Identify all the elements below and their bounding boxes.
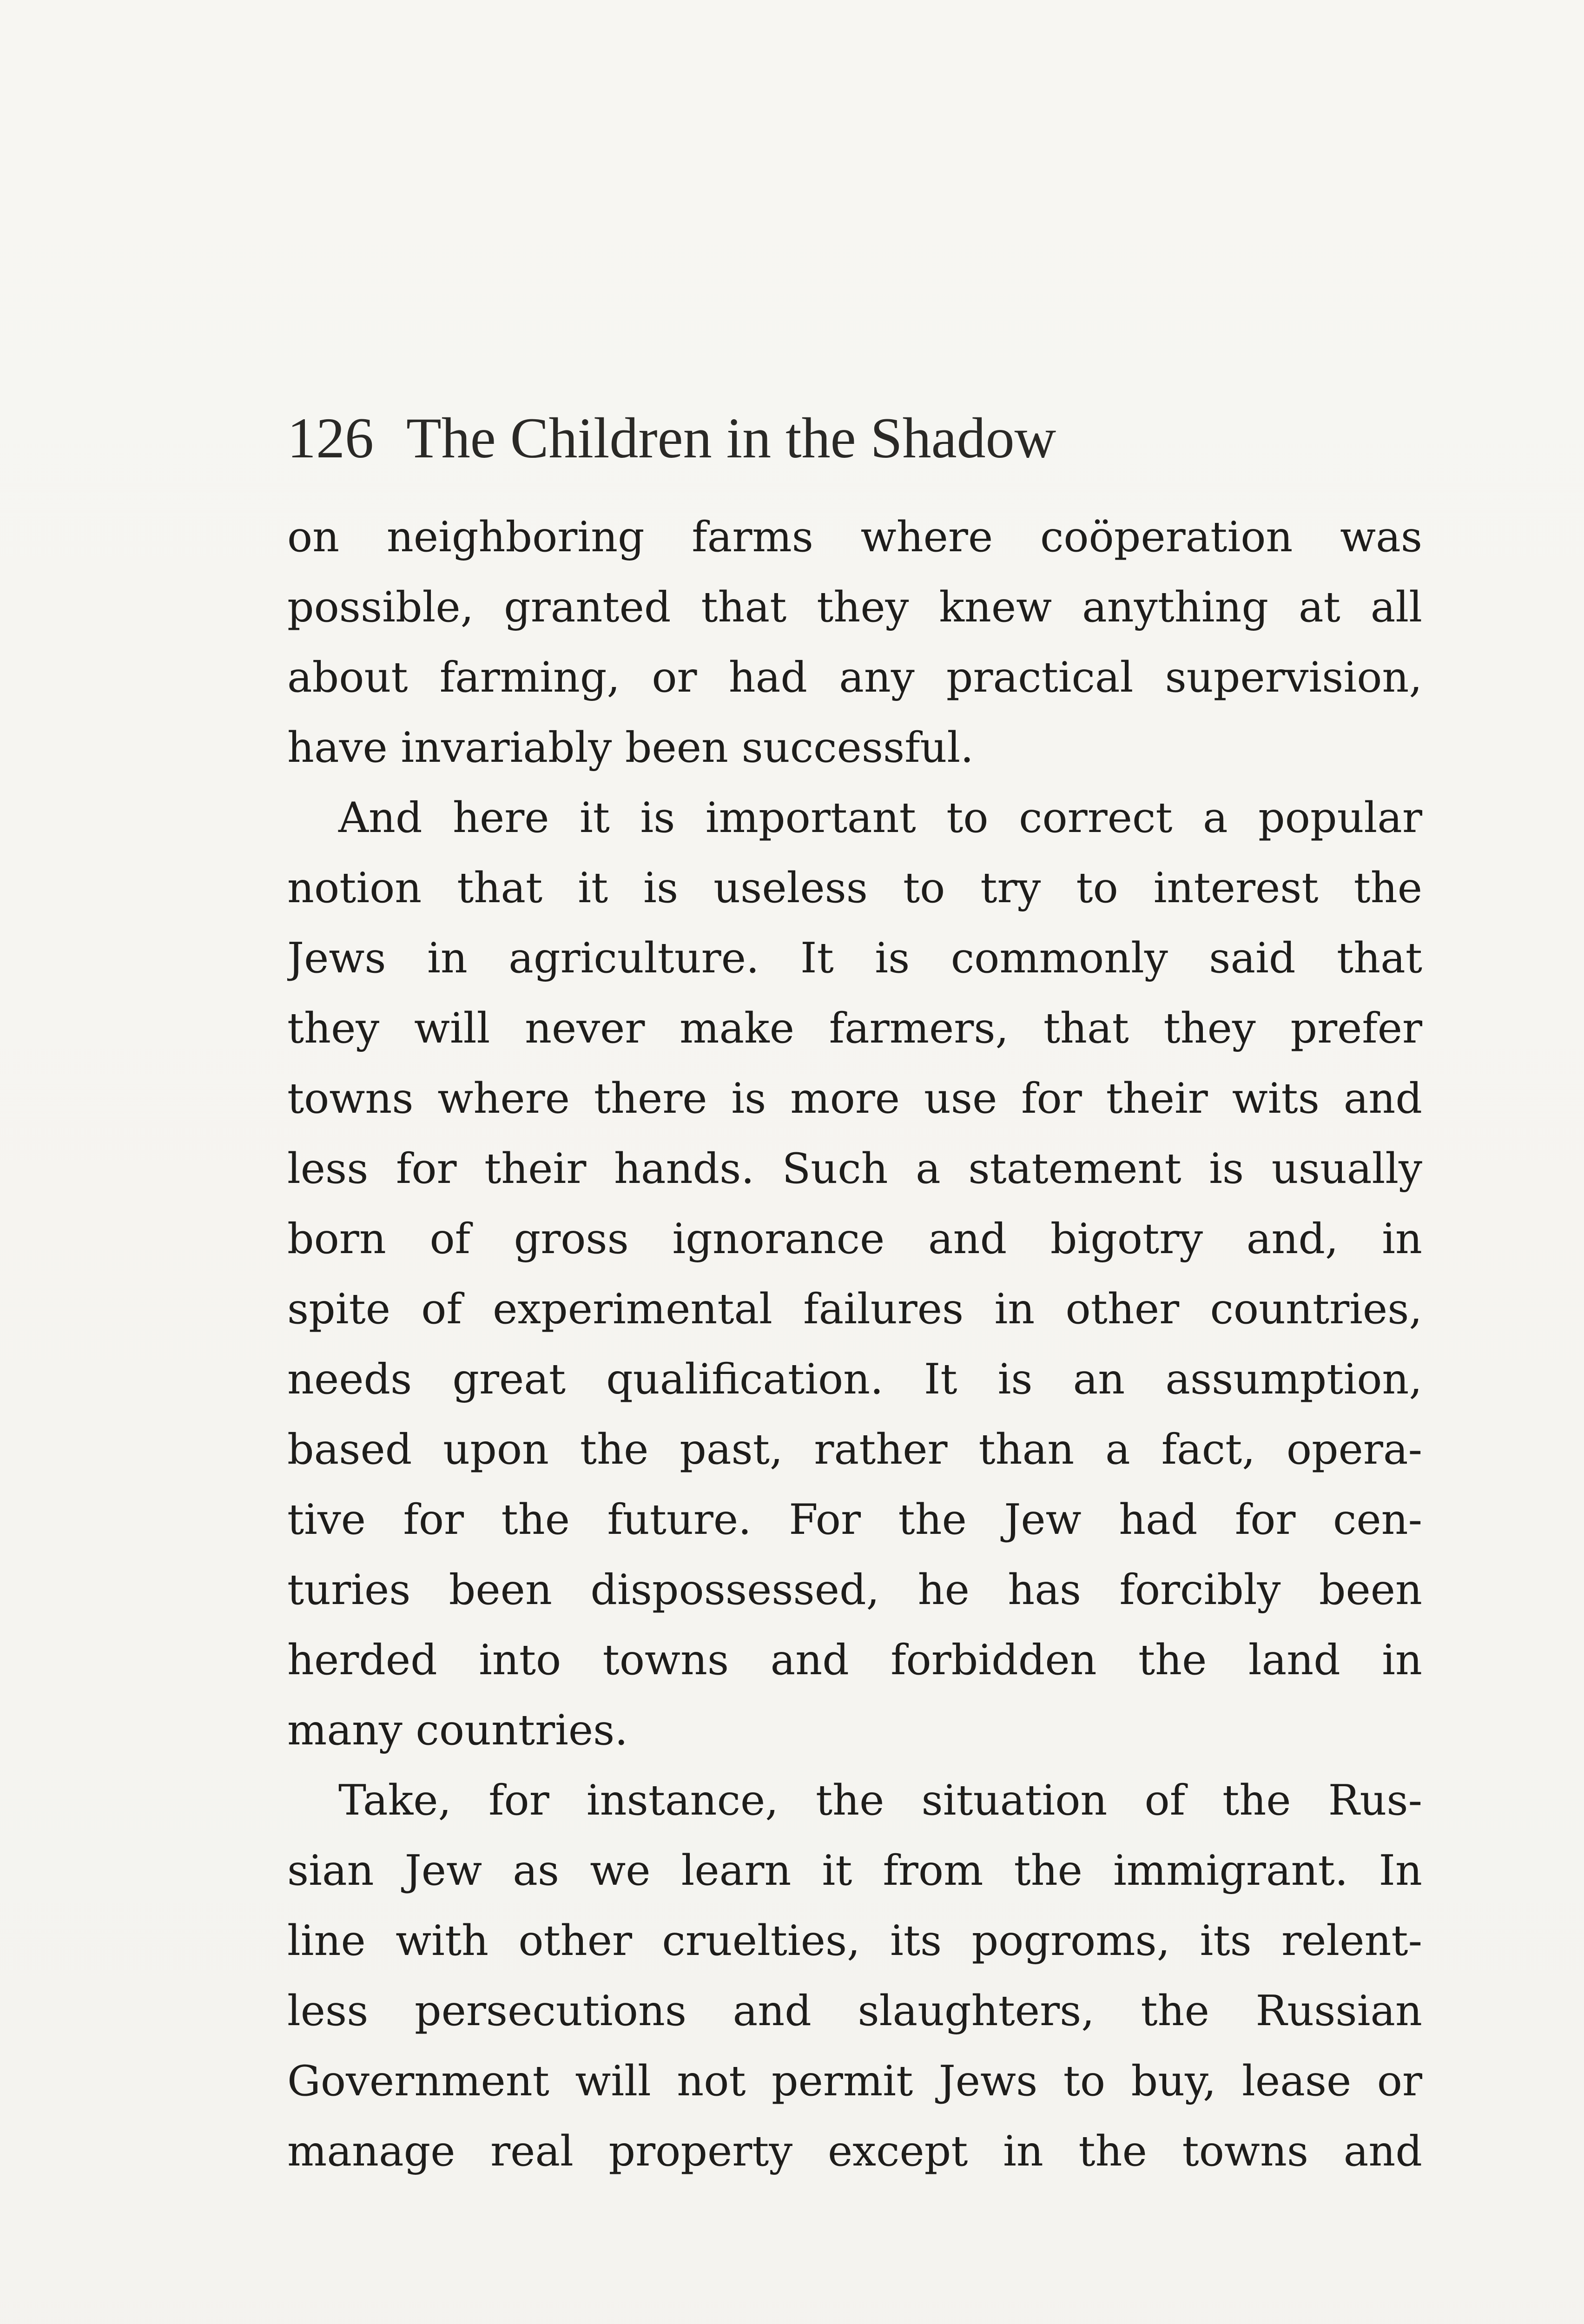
text-line: possible, granted that they knew anything at all bbox=[287, 583, 1422, 632]
text-line: have invariably been successful. bbox=[287, 723, 974, 772]
text-line: Jews in agriculture. It is commonly said that bbox=[287, 934, 1422, 983]
text-line: tive for the future. For the Jew had for cen- bbox=[287, 1495, 1422, 1544]
page-number: 126 bbox=[287, 406, 374, 470]
text-line: needs great qualification. It is an assumption, bbox=[287, 1355, 1422, 1404]
text-line: based upon the past, rather than a fact, opera- bbox=[287, 1425, 1422, 1474]
body-text bbox=[287, 502, 1422, 2186]
running-head bbox=[287, 403, 1426, 473]
text-line: line with other cruelties, its pogroms, its relent- bbox=[287, 1916, 1422, 1965]
text-line: sian Jew as we learn it from the immigrant. In bbox=[287, 1846, 1422, 1895]
text-line: Take, for instance, the situation of the Rus- bbox=[338, 1776, 1422, 1825]
text-line: they will never make farmers, that they prefer bbox=[287, 1004, 1422, 1053]
text-line: turies been dispossessed, he has forcibly been bbox=[287, 1565, 1422, 1614]
text-line: less for their hands. Such a statement is usually bbox=[287, 1144, 1422, 1193]
text-line: notion that it is useless to try to interest the bbox=[287, 864, 1422, 912]
text-line: manage real property except in the towns and bbox=[287, 2127, 1422, 2176]
running-title: The Children in the Shadow bbox=[406, 406, 1056, 470]
text-line: And here it is important to correct a popular bbox=[338, 793, 1422, 842]
text-line: Government will not permit Jews to buy, lease or bbox=[287, 2057, 1422, 2106]
text-line: on neighboring farms where coöperation was bbox=[287, 513, 1422, 561]
text-line: born of gross ignorance and bigotry and, in bbox=[287, 1215, 1422, 1263]
text-line: spite of experimental failures in other countries, bbox=[287, 1285, 1422, 1334]
text-line: many countries. bbox=[287, 1706, 628, 1755]
text-line: about farming, or had any practical supervision, bbox=[287, 653, 1422, 702]
text-line: towns where there is more use for their wits and bbox=[287, 1074, 1422, 1123]
text-line: less persecutions and slaughters, the Russian bbox=[287, 1987, 1422, 2035]
text-line: herded into towns and forbidden the land in bbox=[287, 1636, 1422, 1684]
